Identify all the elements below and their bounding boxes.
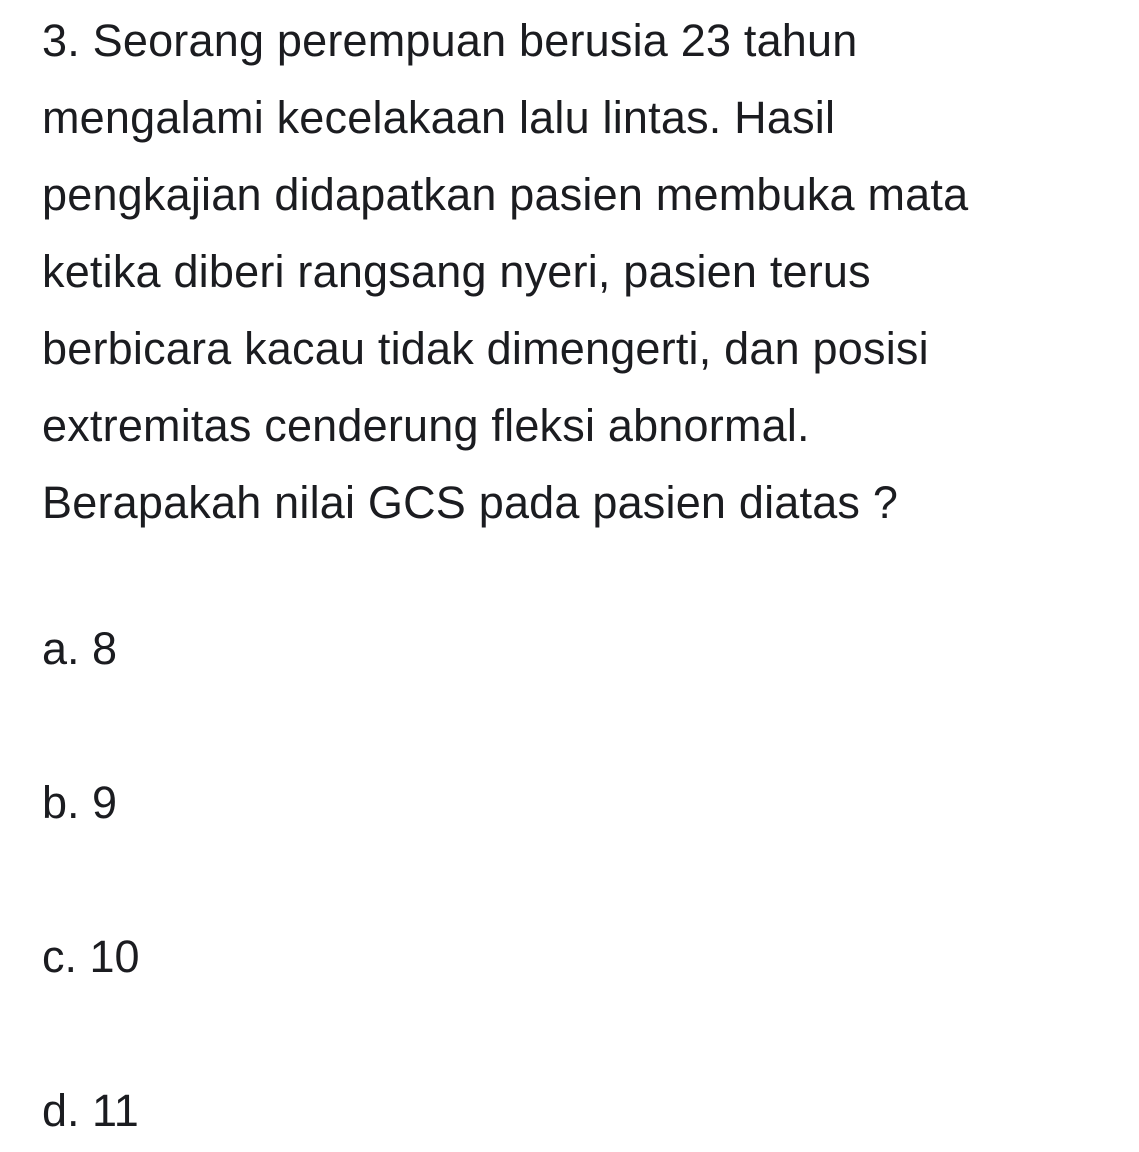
option-b[interactable]: b. 9 bbox=[42, 777, 118, 828]
question-text bbox=[42, 2, 1132, 541]
question-line: 3. Seorang perempuan berusia 23 tahun bbox=[42, 15, 858, 66]
option-a[interactable]: a. 8 bbox=[42, 623, 118, 674]
option-d[interactable]: d. 11 bbox=[42, 1085, 139, 1136]
question-line: pengkajian didapatkan pasien membuka mata bbox=[42, 169, 969, 220]
answer-options bbox=[42, 610, 140, 1149]
question-line: Berapakah nilai GCS pada pasien diatas ? bbox=[42, 477, 899, 528]
question-line: mengalami kecelakaan lalu lintas. Hasil bbox=[42, 92, 836, 143]
question-line: ketika diberi rangsang nyeri, pasien terus bbox=[42, 246, 871, 297]
option-c[interactable]: c. 10 bbox=[42, 931, 140, 982]
question-line: berbicara kacau tidak dimengerti, dan posisi bbox=[42, 323, 929, 374]
question-line: extremitas cenderung fleksi abnormal. bbox=[42, 400, 810, 451]
